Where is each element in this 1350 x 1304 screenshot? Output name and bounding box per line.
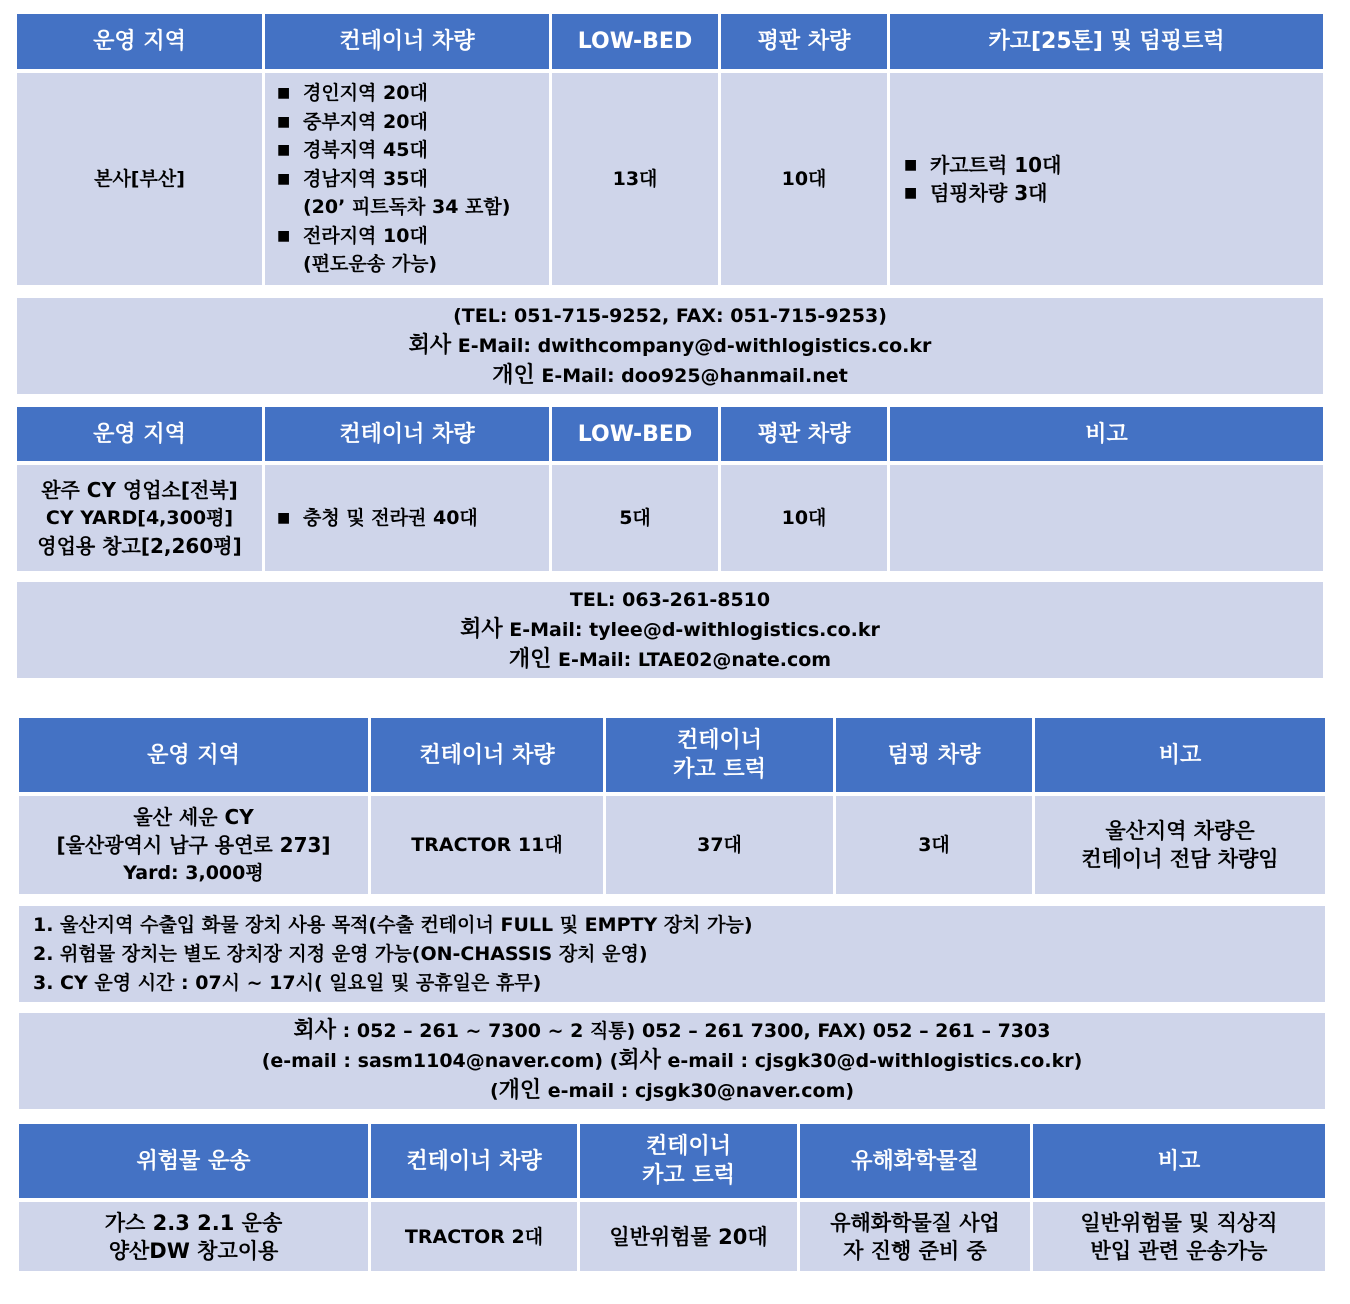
ulsan-region-cell (19, 796, 368, 894)
list-item: ■ 충청 및 전라권 40대 (277, 506, 478, 529)
list-item: ■ 경인지역 20대 (277, 82, 428, 105)
hazmat-header-cargo: 컨테이너 카고 트럭 (580, 1124, 797, 1198)
wanju-header-container: 컨테이너 차량 (265, 407, 549, 461)
wanju-region-line: 영업용 창고[2,260평] (37, 534, 242, 558)
list-item: ■ 경남지역 35대 (20’ 피트독차 34 포함) (277, 167, 511, 219)
ulsan-dumping-cell: 3대 (836, 796, 1032, 894)
ulsan-region-line: [울산광역시 남구 용연로 273] (56, 833, 331, 857)
hazmat-type-line: 양산DW 창고이용 (108, 1238, 279, 1263)
ulsan-contact-line: (개인 e-mail : cjsgk30@naver.com) (489, 1078, 855, 1103)
ulsan-header-remark: 비고 (1035, 718, 1325, 792)
wanju-container-cell (265, 465, 549, 571)
hq-header-lowbed: LOW-BED (552, 14, 718, 69)
ulsan-note-line: 1. 울산지역 수출입 화물 장치 사용 목적(수출 컨테이너 FULL 및 EMPTY 장치 가능) (33, 913, 753, 936)
hq-header-container: 컨테이너 차량 (265, 14, 549, 69)
hq-flatbed-cell: 10대 (721, 73, 887, 285)
wanju-flatbed-cell: 10대 (721, 465, 887, 571)
wanju-table (17, 407, 1323, 571)
hq-cargo-cell (890, 73, 1323, 285)
hazmat-remark-line: 반입 관련 운송가능 (1090, 1238, 1268, 1263)
ulsan-header-dumping: 덤핑 차량 (836, 718, 1032, 792)
wanju-contact-box (17, 582, 1323, 678)
hq-region-cell: 본사[부산] (17, 73, 262, 285)
hq-header-cargo: 카고[25톤] 및 덤핑트럭 (890, 14, 1323, 69)
wanju-region-line: 완주 CY 영업소[전북] (41, 478, 238, 502)
hazmat-chemical-cell (800, 1202, 1030, 1271)
hq-lowbed-cell: 13대 (552, 73, 718, 285)
hazmat-type-line: 가스 2.3 2.1 운송 (104, 1210, 283, 1235)
list-item: ■ 전라지역 10대 (편도운송 가능) (277, 224, 438, 276)
ulsan-note-line: 2. 위험물 장치는 별도 장치장 지정 운영 가능(ON-CHASSIS 장치 운영) (33, 942, 648, 965)
wanju-lowbed-cell: 5대 (552, 465, 718, 571)
wanju-personal-email-line: 개인 E-Mail: LTAE02@nate.com (508, 646, 832, 672)
list-item: ■ 덤핑차량 3대 (904, 181, 1048, 205)
hq-container-cell (265, 73, 549, 285)
ulsan-cargo-cell: 37대 (606, 796, 833, 894)
wanju-tel-line: TEL: 063-261-8510 (569, 588, 771, 611)
hq-cargo-list (902, 151, 1061, 208)
hq-container-list (275, 79, 510, 279)
hazmat-chemical-line: 유해화학물질 사업 (830, 1210, 1000, 1235)
ulsan-remark-line: 컨테이너 전담 차량임 (1081, 847, 1279, 871)
ulsan-container-cell: TRACTOR 11대 (371, 796, 603, 894)
ulsan-region-line: Yard: 3,000평 (123, 862, 264, 884)
wanju-container-list (275, 504, 478, 533)
ulsan-notes-box (19, 906, 1325, 1002)
hazmat-header-remark: 비고 (1033, 1124, 1325, 1198)
list-item: ■ 중부지역 20대 (277, 110, 428, 133)
ulsan-header-region: 운영 지역 (19, 718, 368, 792)
hq-company-email-line: 회사 E-Mail: dwithcompany@d-withlogistics.co.kr (408, 332, 932, 358)
ulsan-header-container: 컨테이너 차량 (371, 718, 603, 792)
ulsan-region-line: 울산 세운 CY (133, 805, 254, 829)
wanju-header-remark: 비고 (890, 407, 1323, 461)
hq-header-flatbed: 평판 차량 (721, 14, 887, 69)
ulsan-remark-line: 울산지역 차량은 (1105, 819, 1255, 843)
wanju-company-email-line: 회사 E-Mail: tylee@d-withlogistics.co.kr (460, 616, 880, 642)
wanju-region-cell (17, 465, 262, 571)
ulsan-contact-line: (e-mail : sasm1104@naver.com) (회사 e-mail : cjsgk30@d-withlogistics.co.kr) (261, 1048, 1083, 1073)
list-item: ■ 경북지역 45대 (277, 139, 428, 162)
hazmat-type-cell (19, 1202, 368, 1271)
wanju-region-line: CY YARD[4,300평] (45, 507, 234, 529)
ulsan-contact-box (19, 1013, 1325, 1109)
hazmat-header-chemical: 유해화학물질 (800, 1124, 1030, 1198)
wanju-header-flatbed: 평판 차량 (721, 407, 887, 461)
ulsan-contact-line: 회사 : 052 – 261 ~ 7300 ~ 2 직통) 052 – 261 7300, FAX) 052 – 261 – 7303 (293, 1018, 1051, 1043)
wanju-remark-cell (890, 465, 1323, 571)
ulsan-header-cargo: 컨테이너 카고 트럭 (606, 718, 833, 792)
hq-tel-line: (TEL: 051-715-9252, FAX: 051-715-9253) (453, 304, 887, 327)
wanju-header-region: 운영 지역 (17, 407, 262, 461)
hazmat-chemical-line: 자 진행 준비 중 (843, 1238, 987, 1263)
hq-contact-box (17, 298, 1323, 394)
ulsan-remark-cell (1035, 796, 1325, 894)
hazmat-remark-line: 일반위험물 및 직상직 (1080, 1210, 1278, 1235)
list-item: ■ 카고트럭 10대 (904, 152, 1062, 177)
hazmat-cargo-cell: 일반위험물 20대 (580, 1202, 797, 1271)
hazmat-remark-cell (1033, 1202, 1325, 1271)
hazmat-header-type: 위험물 운송 (19, 1124, 368, 1198)
wanju-header-lowbed: LOW-BED (552, 407, 718, 461)
hazmat-table (19, 1124, 1325, 1271)
hq-header-region: 운영 지역 (17, 14, 262, 69)
hazmat-header-container: 컨테이너 차량 (371, 1124, 577, 1198)
hazmat-container-cell: TRACTOR 2대 (371, 1202, 577, 1271)
ulsan-table (19, 718, 1325, 894)
hq-personal-email-line: 개인 E-Mail: doo925@hanmail.net (492, 362, 848, 388)
ulsan-note-line: 3. CY 운영 시간 : 07시 ~ 17시( 일요일 및 공휴일은 휴무) (33, 971, 542, 994)
hq-table (17, 14, 1323, 285)
